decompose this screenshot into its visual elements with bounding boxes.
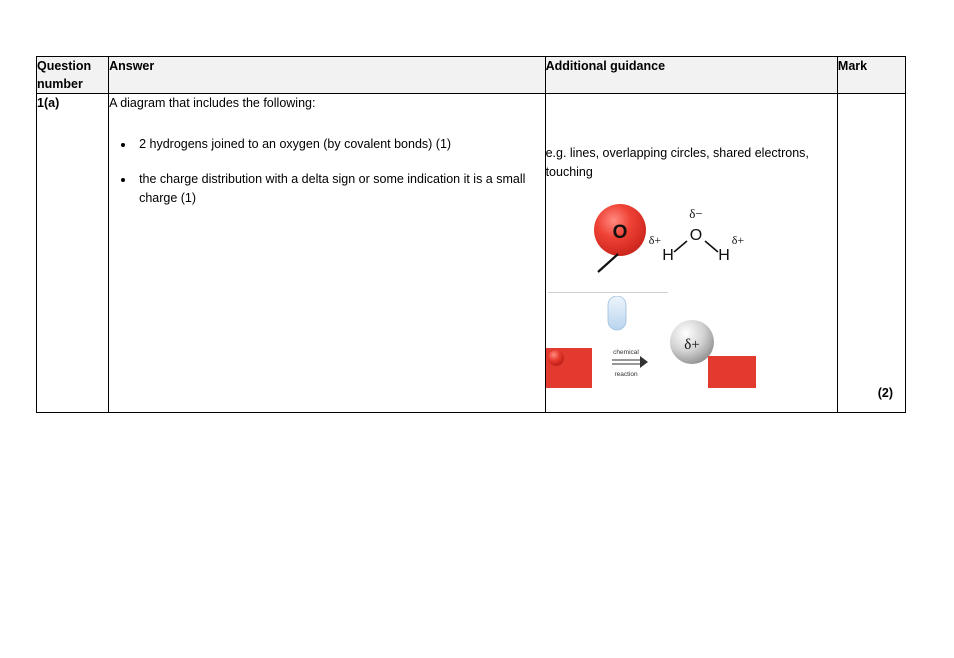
delta-positive-sphere-label: δ+ xyxy=(683,336,700,353)
blue-capsule-shape xyxy=(608,296,626,330)
mark-value: (2) xyxy=(877,385,893,400)
guidance-text: e.g. lines, overlapping circles, shared electrons, touching xyxy=(545,146,809,179)
table-header-row xyxy=(37,57,906,94)
oxygen-atom-label: O xyxy=(689,226,702,244)
mark-scheme-sheet xyxy=(36,56,906,413)
column-header-question-number: Question number xyxy=(37,57,109,94)
reaction-label-bottom: reaction xyxy=(614,370,638,378)
delta-negative-label: δ− xyxy=(688,205,703,221)
cell-answer xyxy=(109,94,546,413)
bond-line-right-icon xyxy=(705,241,718,252)
hydrogen-left-label: H xyxy=(661,246,674,264)
divider-line xyxy=(548,292,668,293)
chemical-reaction-illustration xyxy=(546,296,786,388)
bond-line-left-icon xyxy=(674,241,687,252)
water-molecule-diagram xyxy=(584,196,784,286)
list-item: • the charge distribution with a delta sign or some indication it is a small charge (1) xyxy=(135,170,545,208)
reaction-arrow-icon xyxy=(640,356,648,368)
mark-scheme-table xyxy=(36,56,906,413)
column-header-answer: Answer xyxy=(109,57,546,94)
red-sphere-icon xyxy=(548,350,564,366)
cell-additional-guidance xyxy=(545,94,837,413)
cell-mark xyxy=(837,94,905,413)
oxygen-sphere-label: O xyxy=(612,221,627,243)
red-panel-right-shape xyxy=(708,356,756,388)
delta-positive-right-label: δ+ xyxy=(731,232,744,247)
answer-point-list xyxy=(109,135,545,207)
table-row xyxy=(37,94,906,413)
figure-area xyxy=(546,196,837,396)
answer-intro-text: A diagram that includes the following: xyxy=(109,96,316,111)
cell-question-number: 1(a) xyxy=(37,94,109,413)
delta-positive-left-label: δ+ xyxy=(648,232,661,247)
column-header-additional-guidance: Additional guidance xyxy=(545,57,837,94)
bond-line-icon xyxy=(598,254,618,272)
reaction-label-top: chemical xyxy=(612,348,639,356)
column-header-mark: Mark xyxy=(837,57,905,94)
list-item: • 2 hydrogens joined to an oxygen (by covalent bonds) (1) xyxy=(135,135,545,154)
hydrogen-right-label: H xyxy=(717,246,730,264)
